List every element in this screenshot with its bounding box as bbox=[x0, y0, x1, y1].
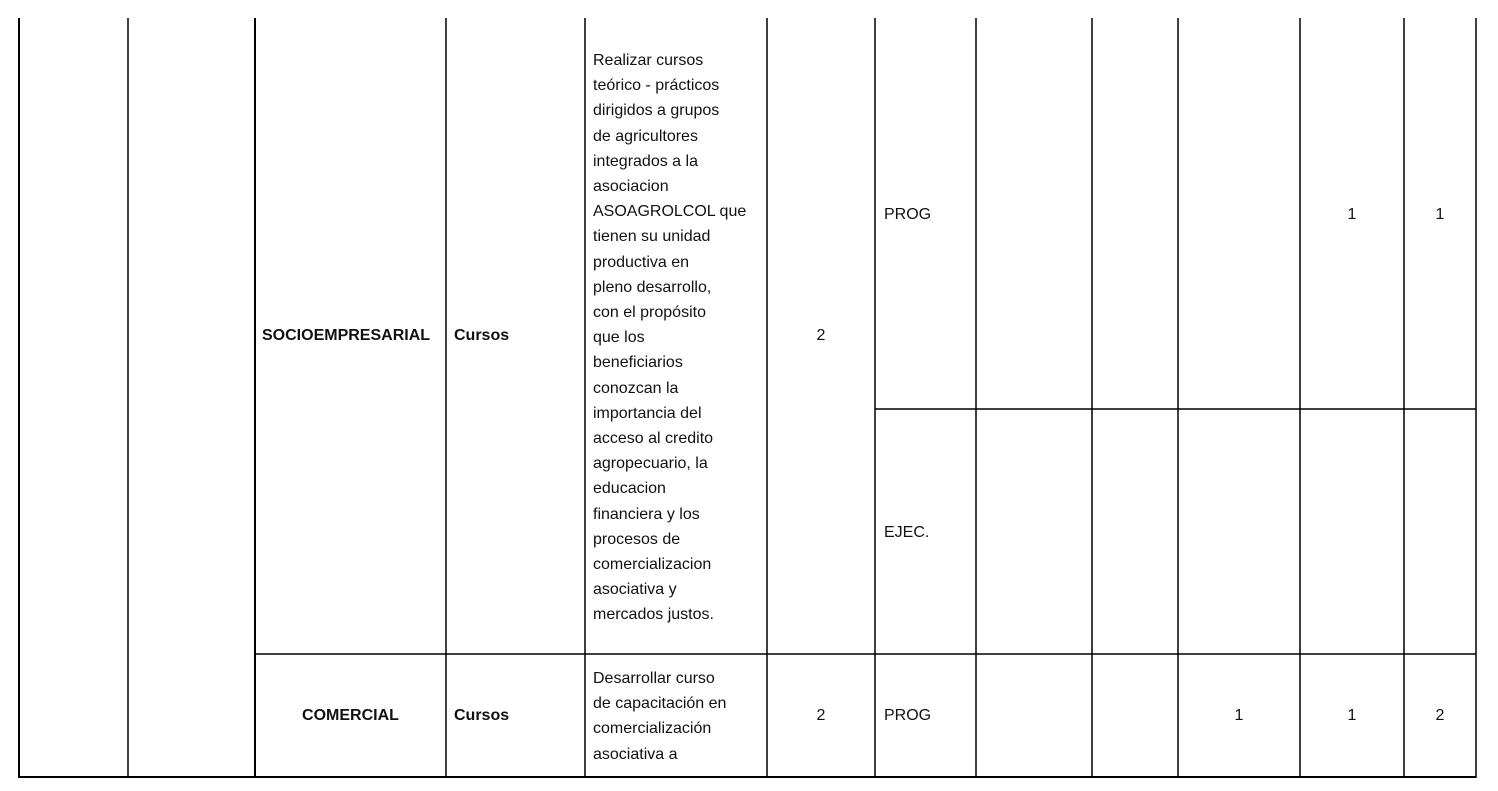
description-row-2: Desarrollar curso de capacitación en comercialización asociativa a bbox=[593, 670, 727, 763]
prog-label-row-1: PROG bbox=[884, 206, 932, 223]
activity-cursos-1: Cursos bbox=[454, 327, 510, 344]
description-row-1: Realizar cursos teórico - prácticos dirigidos a grupos de agricultores integrados a la asociacion ASOAGROLCOL que tienen su unidad productiva en pleno desarrollo, con el propósito que los beneficiarios conozcan la importancia del acceso al credito agropecuario, la educacion financiera y los procesos de comercializacion asociativa y mercados justos. bbox=[593, 52, 747, 624]
quantity-row-2: 2 bbox=[816, 707, 826, 724]
prog-value-1-4: 1 bbox=[1347, 206, 1357, 223]
prog-value-1-5: 1 bbox=[1435, 206, 1445, 223]
quantity-row-1: 2 bbox=[816, 327, 826, 344]
area-comercial: COMERCIAL bbox=[302, 707, 399, 724]
prog-value-2-4: 1 bbox=[1347, 707, 1357, 724]
prog-value-2-5: 2 bbox=[1435, 707, 1445, 724]
area-socioempresarial: SOCIOEMPRESARIAL bbox=[262, 327, 431, 344]
activity-cursos-2: Cursos bbox=[454, 707, 510, 724]
ejec-label-row-1: EJEC. bbox=[884, 524, 930, 541]
prog-value-2-3: 1 bbox=[1234, 707, 1244, 724]
prog-label-row-2: PROG bbox=[884, 707, 932, 724]
